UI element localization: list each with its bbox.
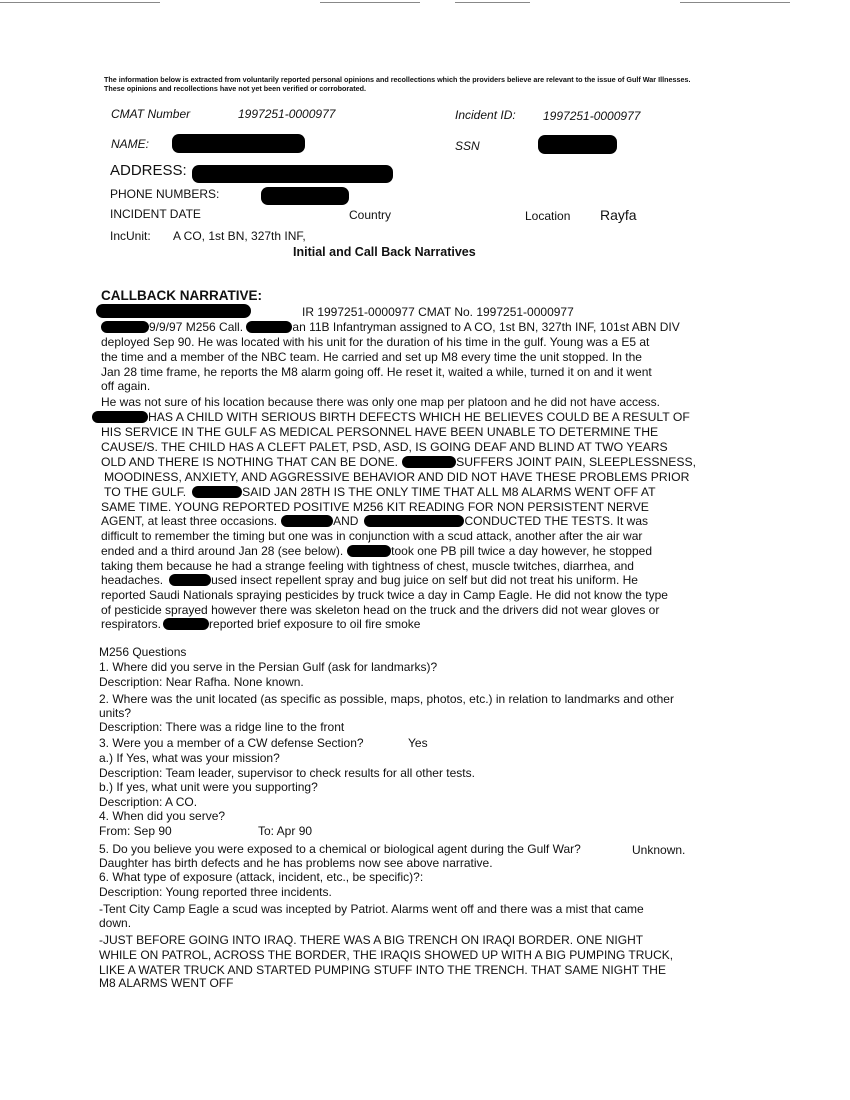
answer: Daughter has birth defects and he has problems now see above narrative. (99, 856, 493, 870)
question: 4. When did you serve? (99, 809, 226, 823)
narrative-line: difficult to remember the timing but one was in conjunction with a scud attack, another after the air war (101, 529, 643, 543)
question: b.) If yes, what unit were you supporting? (99, 780, 318, 794)
redaction-phone (261, 187, 349, 205)
redaction-inline (169, 574, 211, 586)
narrative-line: IR 1997251-0000977 CMAT No. 1997251-0000977 (302, 305, 574, 319)
narrative-line: the time and a member of the NBC team. He carried and set up M8 every time the unit stopped. In the (101, 350, 642, 364)
name-label: NAME: (111, 137, 150, 151)
redaction-inline (364, 515, 464, 527)
narrative-line: ended and a third around Jan 28 (see below). took one PB pill twice a day however, he stopped (101, 544, 653, 558)
location-value: Rayfa (600, 207, 637, 223)
narrative-line: Jan 28 time frame, he reports the M8 alarm going off. He reset it, waited a while, turned it on and it went (101, 365, 652, 379)
narrative-line: MOODINESS, ANXIETY, AND AGGRESSIVE BEHAVIOR AND DID NOT HAVE THESE PROBLEMS PRIOR (104, 470, 690, 484)
disclaimer: The information below is extracted from voluntarily reported personal opinions and recollections which the providers believe are relevant to the issue of Gulf War Illnesses. These opinions and recollections have not yet been verified or corroborated. (104, 75, 691, 93)
redaction-inline (192, 486, 242, 498)
question: 2. Where was the unit located (as specific as possible, maps, photos, etc.) in relation to landmarks and other (99, 692, 674, 706)
narrative-line: HAS A CHILD WITH SERIOUS BIRTH DEFECTS WHICH HE BELIEVES COULD BE A RESULT OF (92, 410, 690, 425)
narrative-line: deployed Sep 90. He was located with his unit for the duration of his time in the gulf. Young was a E5 at (101, 335, 650, 349)
narrative-line: 9/9/97 M256 Call. an 11B Infantryman assigned to A CO, 1st BN, 327th INF, 101st ABN DIV (101, 320, 680, 335)
answer-inline: Yes (408, 736, 428, 750)
incident-text: -JUST BEFORE GOING INTO IRAQ. THERE WAS A BIG TRENCH ON IRAQI BORDER. ONE NIGHT (99, 933, 644, 947)
narrative-line: headaches. used insect repellent spray and bug juice on self but did not treat his uniform. He (101, 573, 638, 587)
answer: Description: There was a ridge line to the front (99, 720, 345, 734)
incident-id-value: 1997251-0000977 (543, 109, 641, 123)
narrative-line: He was not sure of his location because there was only one map per platoon and he did not have access. (101, 395, 661, 409)
incident-text: -Tent City Camp Eagle a scud was incepted by Patriot. Alarms went off and there was a mist that came (99, 902, 644, 916)
question: 6. What type of exposure (attack, incident, etc., be specific)?: (99, 870, 424, 884)
callback-heading: CALLBACK NARRATIVE: (101, 288, 262, 303)
incunit-value: A CO, 1st BN, 327th INF, (173, 229, 306, 243)
narrative-line: CAUSE/S. THE CHILD HAS A CLEFT PALET, PSD, ASD, IS GOING DEAF AND BLIND AT TWO YEARS (101, 440, 668, 454)
redaction-address (192, 165, 393, 183)
question: units? (99, 706, 132, 720)
redaction-inline (246, 321, 292, 333)
ssn-label: SSN (455, 139, 480, 153)
answer: Description: Young reported three incidents. (99, 885, 332, 899)
incident-text: WHILE ON PATROL, ACROSS THE BORDER, THE IRAQIS SHOWED UP WITH A BIG PUMPING TRUCK, (99, 948, 674, 962)
answer: Description: Team leader, supervisor to check results for all other tests. (99, 766, 475, 780)
answer-inline: Unknown. (632, 843, 686, 857)
narrative-line: of pesticide sprayed however there was skeleton head on the truck and the drivers did not wear gloves or (101, 603, 660, 617)
narrative-line: off again. (101, 379, 151, 393)
incident-text: M8 ALARMS WENT OFF (99, 976, 234, 990)
redaction-inline (92, 411, 148, 423)
cmat-label: CMAT Number (111, 107, 191, 121)
narrative-line: taking them because he had a strange feeling with tightness of chest, muscle twitches, diarrhea, and (101, 559, 634, 573)
m256-heading: M256 Questions (99, 645, 187, 659)
incident-date-label: INCIDENT DATE (110, 207, 201, 221)
narrative-line: respirators. reported brief exposure to oil fire smoke (101, 617, 421, 631)
scan-edge-line (320, 2, 420, 3)
scan-edge-line (0, 2, 160, 3)
question: 1. Where did you serve in the Persian Gulf (ask for landmarks)? (99, 660, 438, 674)
incident-text: down. (99, 916, 132, 930)
cmat-value: 1997251-0000977 (238, 107, 336, 121)
incunit-label: IncUnit: (110, 229, 151, 243)
redaction-inline (402, 456, 456, 468)
narrative-line: reported Saudi Nationals spraying pesticides by truck twice a day in Camp Eagle. He did not know the type (101, 588, 668, 602)
question: 3. Were you a member of a CW defense Section? (99, 736, 364, 750)
incident-id-label: Incident ID: (455, 108, 516, 122)
answer-from: From: Sep 90 (99, 824, 172, 838)
question: 5. Do you believe you were exposed to a chemical or biological agent during the Gulf War? (99, 842, 581, 856)
redaction-ssn (538, 135, 617, 154)
redaction-inline (347, 545, 391, 557)
narrative-line: OLD AND THERE IS NOTHING THAT CAN BE DONE. SUFFERS JOINT PAIN, SLEEPLESSNESS, (101, 455, 697, 469)
page-title: Initial and Call Back Narratives (293, 245, 476, 259)
phone-label: PHONE NUMBERS: (110, 187, 220, 201)
scan-edge-line (455, 2, 530, 3)
narrative-line: SAME TIME. YOUNG REPORTED POSITIVE M256 KIT READING FOR NON PERSISTENT NERVE (101, 500, 649, 514)
redaction-inline (101, 321, 149, 333)
narrative-line: AGENT, at least three occasions. AND CONDUCTED THE TESTS. It was (101, 514, 649, 528)
redaction-inline (281, 515, 333, 527)
narrative-line: TO THE GULF. SAID JAN 28TH IS THE ONLY TIME THAT ALL M8 ALARMS WENT OFF AT (104, 485, 656, 499)
answer: Description: Near Rafha. None known. (99, 675, 304, 689)
country-label: Country (349, 208, 392, 222)
incident-text: LIKE A WATER TRUCK AND STARTED PUMPING STUFF INTO THE TRENCH. THAT SAME NIGHT THE (99, 963, 666, 977)
location-label: Location (525, 209, 571, 223)
redaction-narrative (96, 304, 251, 318)
answer-to: To: Apr 90 (258, 824, 313, 838)
narrative-line: HIS SERVICE IN THE GULF AS MEDICAL PERSONNEL HAVE BEEN UNABLE TO DETERMINE THE (101, 425, 659, 439)
scan-edge-line (680, 2, 790, 3)
redaction-name (172, 134, 305, 153)
answer: Description: A CO. (99, 795, 198, 809)
address-label: ADDRESS: (110, 162, 187, 179)
redaction-inline (163, 618, 209, 630)
question: a.) If Yes, what was your mission? (99, 751, 280, 765)
